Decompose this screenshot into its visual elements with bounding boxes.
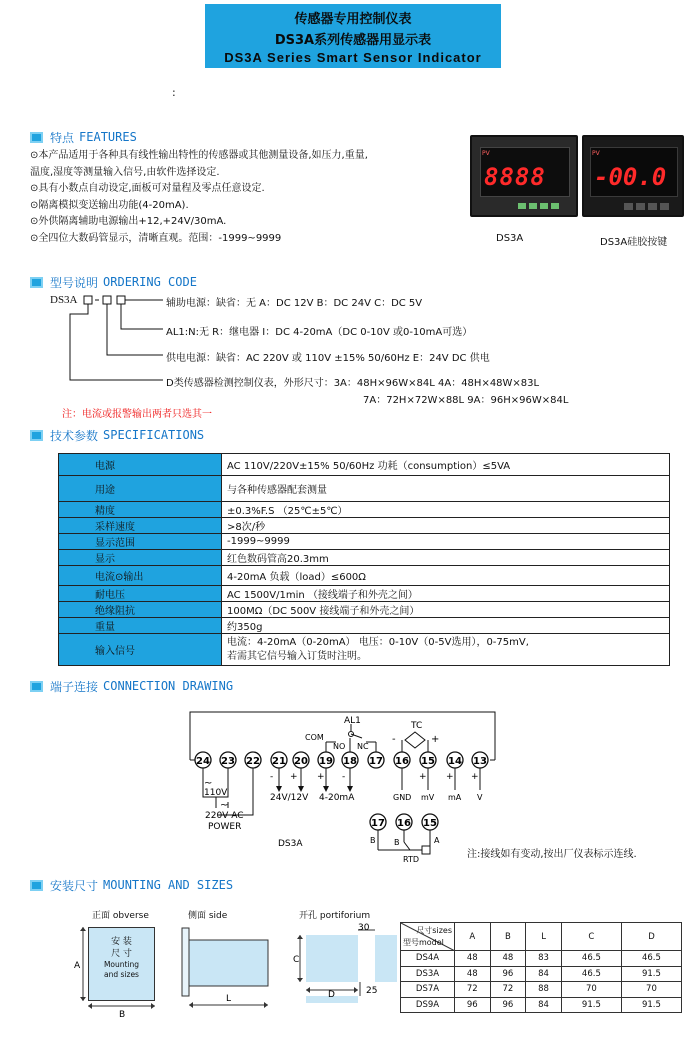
label-ma: mA [448, 793, 462, 802]
label-mv: mV [421, 793, 435, 802]
label-v: V [477, 793, 483, 802]
ordering-note: 注：电流或报警输出两者只选其一 [62, 409, 212, 420]
colon-mark: : [172, 86, 176, 99]
label-plus: + [431, 734, 440, 745]
feature-line: ⊙本产品适用于各种具有线性输出特性的传感器或其他测量设备,如压力,重量, [30, 150, 368, 161]
column-header: B [490, 923, 526, 951]
size-cell: 84 [526, 966, 562, 982]
feature-line: ⊙全四位大数码管显示，清晰直观。范围：-1999~9999 [30, 232, 282, 244]
label-minus: - [342, 772, 346, 782]
feature-line: ⊙具有小数点自动设定,面板可对量程及零点任意设定. [30, 183, 265, 194]
label-ac-tilde: ~ [204, 778, 213, 789]
front-box-text: Mounting [103, 960, 140, 969]
table-row [401, 997, 682, 1013]
ordering-line: 供电电源：缺省：AC 220V 或 110V ±15% 50/60Hz E：24V DC 供电 [166, 353, 490, 364]
dim-l: L [226, 994, 232, 1004]
spec-key: 显示 [59, 550, 222, 566]
pv-label: PV [592, 150, 600, 157]
spec-value: >8次/秒 [222, 518, 670, 534]
model-cell: DS4A [401, 951, 455, 967]
specs-heading-cn: 技术参数 [50, 428, 99, 443]
size-cell: 88 [526, 982, 562, 998]
terminal-number: 18 [343, 756, 357, 767]
table-corner-cell [401, 923, 455, 951]
size-cell: 84 [526, 997, 562, 1013]
ordering-line: 7A：72H×72W×88L 9A：96H×96W×84L [363, 395, 569, 406]
label-plus: + [446, 772, 454, 782]
label-b: B [370, 836, 376, 845]
terminal-number: 20 [294, 756, 308, 767]
ordering-line: D类传感器检测控制仪表，外形尺寸：3A：48H×96W×84L 4A：48H×48W×83L [166, 378, 540, 389]
spec-value: 100MΩ（DC 500V 接线端子和外壳之间） [222, 602, 670, 618]
specs-heading-en: SPECIFICATIONS [103, 428, 205, 442]
dim-c: C [293, 955, 300, 965]
title-cn: 传感器专用控制仪表 [294, 12, 412, 27]
size-cell: 96 [490, 997, 526, 1013]
spec-key: 耐电压 [59, 586, 222, 602]
feature-line: ⊙外供隔离辅助电源输出+12,+24V/30mA. [30, 216, 227, 227]
size-cell: 91.5 [621, 997, 681, 1013]
mounting-heading-en: MOUNTING AND SIZES [103, 878, 234, 892]
label-model-ds3a: DS3A [278, 839, 303, 849]
spec-value: AC 110V/220V±15% 50/60Hz 功耗（consumption）≤5VA [222, 454, 670, 476]
table-row [401, 951, 682, 967]
size-cell: 96 [490, 966, 526, 982]
spec-key: 电源 [59, 454, 222, 476]
terminal-number: 24 [196, 756, 210, 767]
dim-a: A [74, 961, 81, 971]
label-plus: + [317, 772, 325, 782]
column-header: D [621, 923, 681, 951]
terminal-number: 14 [448, 756, 462, 767]
pv-label: PV [482, 150, 490, 157]
dim-d: D [328, 990, 335, 1000]
spec-value: ±0.3%F.S （25℃±5℃） [222, 502, 670, 518]
column-header: L [526, 923, 562, 951]
column-header: C [561, 923, 621, 951]
spec-key: 精度 [59, 502, 222, 518]
label-a: A [434, 836, 440, 845]
terminal-number: 16 [397, 818, 411, 829]
label-rtd: RTD [403, 855, 420, 864]
size-cell: 46.5 [561, 951, 621, 967]
display-digits: -00.0 [594, 163, 667, 191]
size-cell: 48 [490, 951, 526, 967]
subtitle-cn: DS3A系列传感器用显示表 [274, 33, 432, 48]
table-row [401, 966, 682, 982]
size-cell: 91.5 [561, 997, 621, 1013]
features-heading-en: FEATURES [79, 130, 137, 144]
model-prefix: DS3A [50, 294, 78, 306]
table-header-row [401, 923, 682, 951]
spec-value: 约350g [222, 618, 670, 634]
terminal-number: 21 [272, 756, 286, 767]
feature-line: ⊙隔离模拟变送输出功能(4-20mA). [30, 199, 189, 211]
size-cell: 96 [455, 997, 491, 1013]
size-cell: 46.5 [561, 966, 621, 982]
spec-value-line: 若需其它信号输入订货时注明。 [227, 650, 367, 662]
size-cell: 70 [561, 982, 621, 998]
product-caption-silicone: DS3A硅胶按键 [600, 237, 668, 248]
label-tc: TC [411, 721, 423, 731]
spec-key: 重量 [59, 618, 222, 634]
terminal-number: 19 [319, 756, 333, 767]
front-box-text: 尺 寸 [111, 949, 132, 959]
spec-key: 输入信号 [59, 634, 222, 666]
label-gnd: GND [393, 793, 412, 802]
size-cell: 48 [455, 951, 491, 967]
dim-b: B [119, 1010, 126, 1020]
display-digits: 8888 [484, 163, 546, 191]
size-cell: 83 [526, 951, 562, 967]
terminal-number: 23 [221, 756, 235, 767]
terminal-number: 16 [395, 756, 409, 767]
spec-value: 与各种传感器配套测量 [222, 476, 670, 502]
label-al1: AL1 [344, 716, 361, 726]
connection-heading-cn: 端子连接 [50, 679, 99, 694]
spec-value: -1999~9999 [222, 534, 670, 550]
label-24v12v: 24V/12V [270, 793, 309, 803]
label-power: POWER [208, 822, 242, 832]
spec-key: 电流⊙输出 [59, 566, 222, 586]
table-row [401, 982, 682, 998]
size-cell: 70 [621, 982, 681, 998]
terminal-number: 22 [246, 756, 260, 767]
subtitle-en: DS3A Series Smart Sensor Indicator [224, 50, 482, 65]
ordering-line: AL1:N:无 R：继电器 I：DC 4-20mA（DC 0-10V 或0-10mA可选） [166, 327, 473, 338]
label-minus: - [392, 734, 396, 745]
front-label: 正面 obverse [92, 911, 149, 921]
spec-value: AC 1500V/1min （接线端子和外壳之间） [222, 586, 670, 602]
model-cell: DS3A [401, 966, 455, 982]
size-cell: 72 [490, 982, 526, 998]
size-cell: 72 [455, 982, 491, 998]
terminal-number: 13 [473, 756, 487, 767]
label-no: NO [333, 742, 346, 751]
sizes-table [400, 922, 682, 1013]
spec-key: 采样速度 [59, 518, 222, 534]
label-plus: + [290, 772, 298, 782]
label-com: COM [305, 733, 324, 742]
front-box-text: 安 装 [111, 937, 132, 947]
spec-value-line: 电流：4-20mA（0-20mA） 电压：0-10V（0-5V选用），0-75mV, [227, 636, 529, 648]
column-header: A [455, 923, 491, 951]
terminal-number: 15 [423, 818, 437, 829]
dim-30: 30 [358, 923, 370, 933]
label-110v: 110V [204, 788, 228, 798]
connection-heading-en: CONNECTION DRAWING [103, 679, 234, 693]
label-4-20ma: 4-20mA [319, 793, 355, 803]
terminal-number: 15 [421, 756, 435, 767]
label-b: B [394, 838, 400, 847]
spec-key: 用途 [59, 476, 222, 502]
label-plus: + [471, 772, 479, 782]
size-cell: 91.5 [621, 966, 681, 982]
spec-value: 4-20mA 负载（load）≤600Ω [222, 566, 670, 586]
corner-top-label: 尺寸sizes [416, 926, 452, 935]
ordering-line: 辅助电源：缺省：无 A：DC 12V B：DC 24V C：DC 5V [166, 298, 423, 309]
product-caption-ds3a: DS3A [496, 233, 524, 244]
connection-note: 注:接线如有变动,按出厂仪表标示连线. [467, 849, 637, 860]
ordering-heading-en: ORDERING CODE [103, 275, 197, 289]
label-plus: + [419, 772, 427, 782]
label-nc: NC [357, 742, 369, 751]
model-cell: DS9A [401, 997, 455, 1013]
model-cell: DS7A [401, 982, 455, 998]
corner-bottom-label: 型号model [403, 938, 444, 947]
spec-key: 显示范围 [59, 534, 222, 550]
size-cell: 48 [455, 966, 491, 982]
front-box-text: and sizes [104, 970, 139, 979]
features-heading-cn: 特点 [50, 130, 75, 145]
dim-25: 25 [366, 986, 378, 996]
label-ac-tilde: ~ [220, 800, 229, 811]
terminal-number: 17 [369, 756, 383, 767]
mounting-heading-cn: 安装尺寸 [50, 878, 99, 893]
size-cell: 46.5 [621, 951, 681, 967]
cutout-label: 开孔 portiforium [299, 911, 371, 921]
side-label: 侧面 side [188, 911, 228, 921]
feature-line: 温度,湿度等测量输入信号,由软件选择设定. [30, 166, 220, 178]
spec-value: 红色数码管高20.3mm [222, 550, 670, 566]
label-220v: 220V AC [205, 811, 244, 821]
label-minus: - [270, 772, 274, 782]
spec-key: 绝缘阻抗 [59, 602, 222, 618]
terminal-number: 17 [371, 818, 385, 829]
ordering-heading-cn: 型号说明 [50, 275, 99, 290]
